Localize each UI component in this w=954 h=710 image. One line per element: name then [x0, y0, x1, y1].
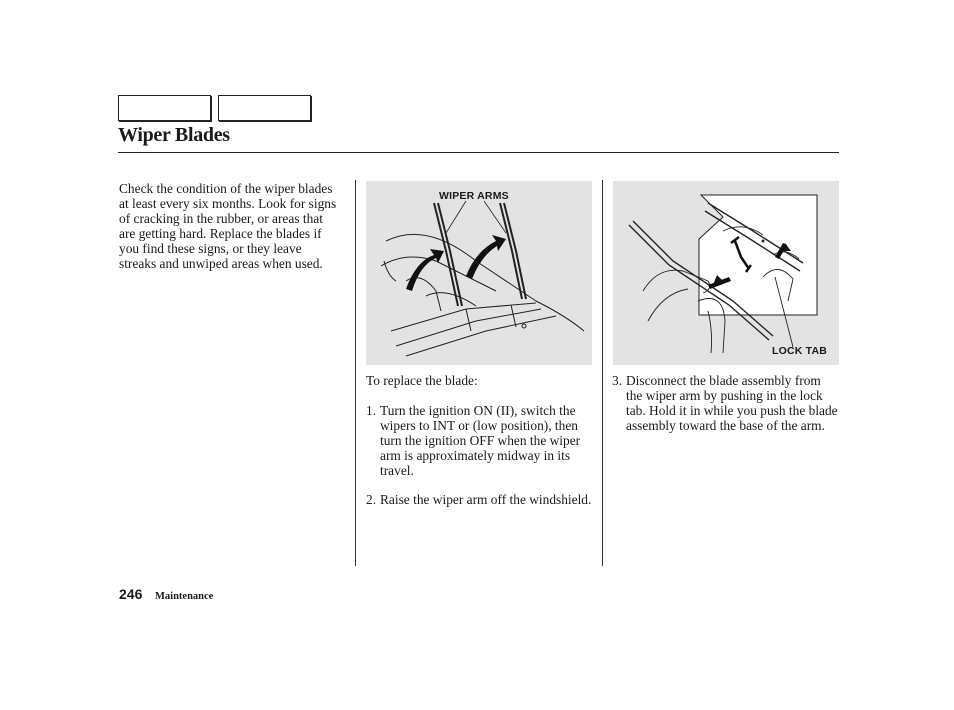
step-text: Turn the ignition ON (II), switch the wipers to INT or (low position), then turn the ignition OFF when the wiper arm is approximately midway in its travel.: [380, 403, 581, 478]
step-text: Disconnect the blade assembly from the wiper arm by pushing in the lock tab. Hold it in while you push the blade assembly toward the base of the arm.: [626, 373, 838, 433]
windshield-drawing: [366, 181, 592, 365]
nav-button-next[interactable]: [218, 95, 311, 121]
wiper-arms-label: WIPER ARMS: [439, 190, 509, 202]
nav-button-previous[interactable]: [118, 95, 211, 121]
title-divider: [118, 152, 839, 153]
step-number: 1.: [366, 403, 377, 418]
wiper-arms-illustration: [366, 181, 592, 365]
column-divider-2: [602, 180, 603, 566]
blade-removal-drawing: [613, 181, 839, 365]
lock-tab-label: LOCK TAB: [772, 345, 828, 357]
procedure-step-3: [612, 373, 840, 448]
intro-paragraph: Check the condition of the wiper blades at least every six months. Look for signs of cracking in the rubber, or areas that are getting hard. Replace the blades if you find these signs, or they leave streaks and unwiped areas when used.: [119, 181, 337, 271]
page-title: Wiper Blades: [118, 124, 230, 146]
column-divider-1: [355, 180, 356, 566]
procedure-step-1: [366, 403, 598, 478]
step-number: 3.: [612, 373, 623, 388]
step-number: 2.: [366, 492, 377, 507]
section-name: Maintenance: [155, 591, 214, 602]
lock-tab-illustration: [613, 181, 839, 365]
procedure-step-2: [366, 492, 598, 522]
step-text: Raise the wiper arm off the windshield.: [380, 492, 592, 507]
procedure-heading: To replace the blade:: [366, 373, 478, 388]
page-number: 246: [119, 586, 143, 602]
